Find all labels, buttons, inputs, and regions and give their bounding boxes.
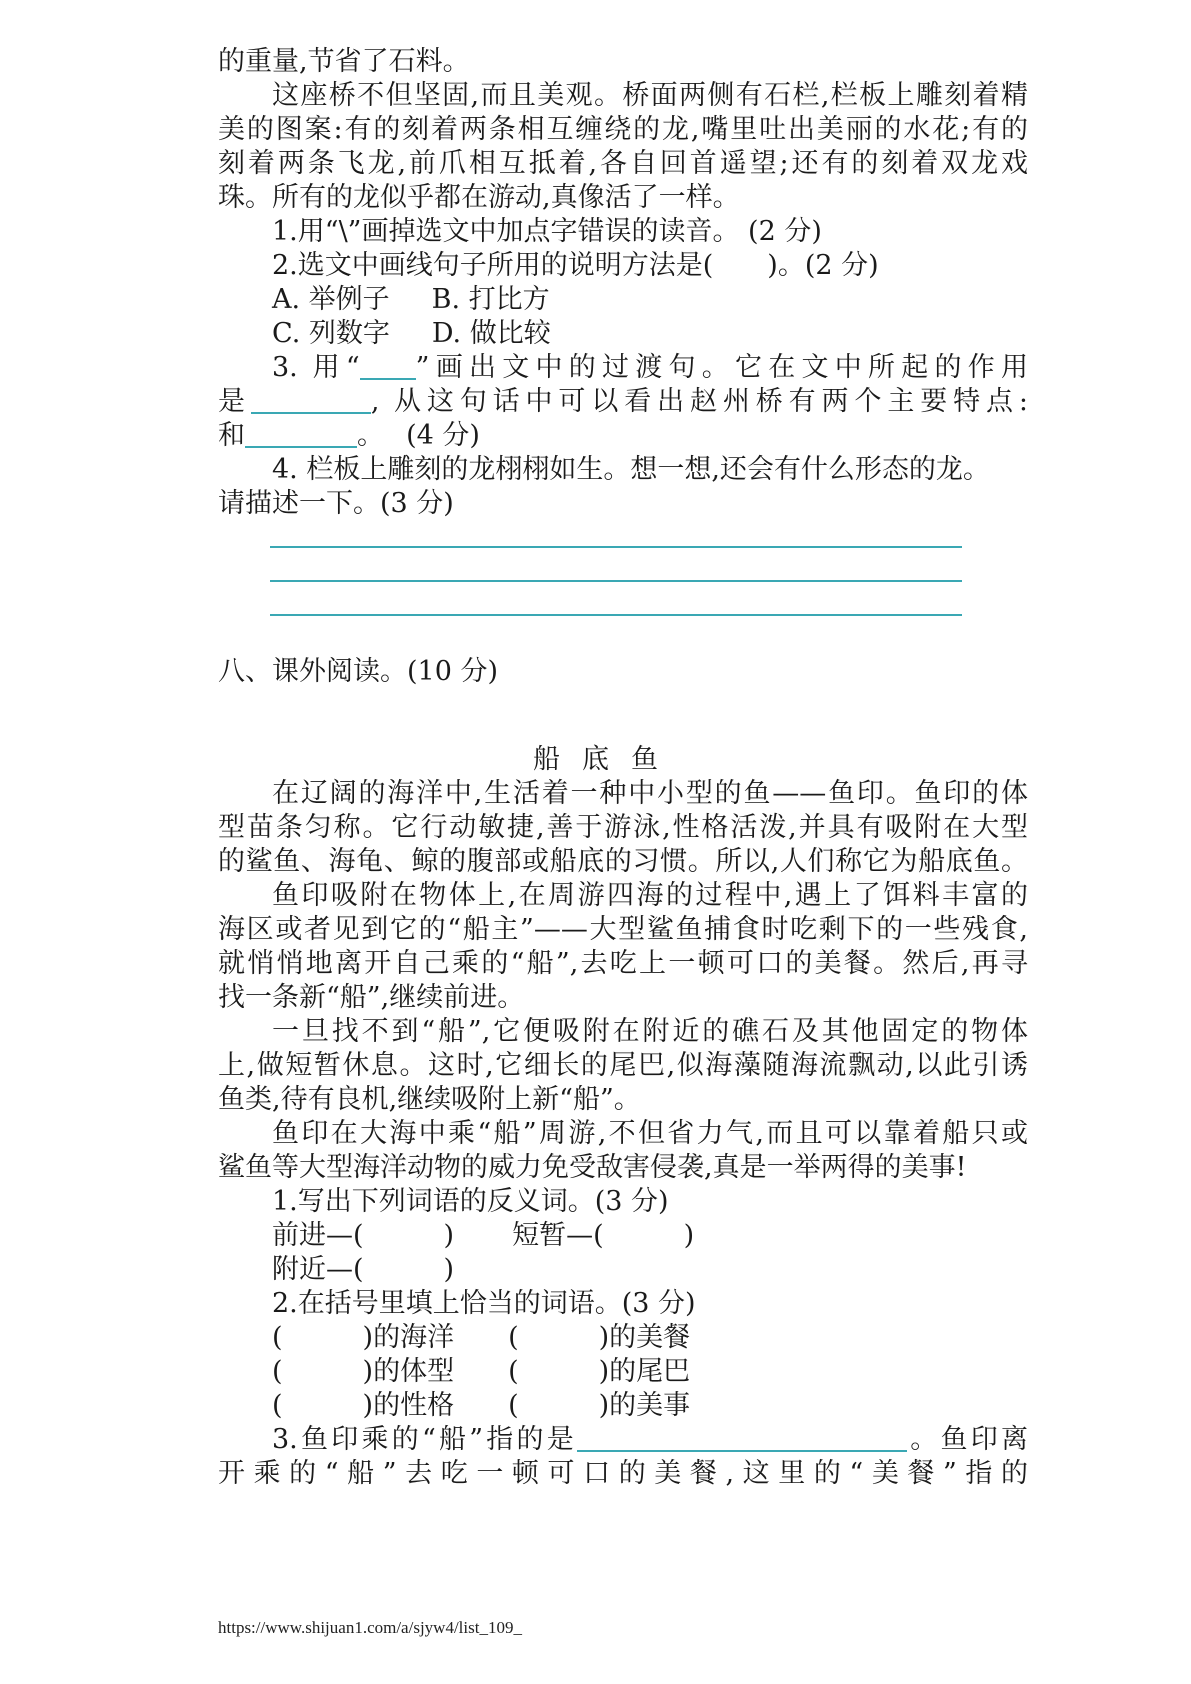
question-1: 1.用“\”画掉选文中加点字错误的读音。 (2 分) [272,216,822,247]
answer-line[interactable] [270,580,962,582]
answer-line[interactable] [270,614,962,616]
section-heading: 八、课外阅读。(10 分) [218,656,499,687]
question-3-text: 和 [218,420,245,451]
question-4-line-2: 请描述一下。(3 分) [218,488,454,519]
question-3-text: 。鱼印离 [907,1424,1028,1455]
question-2: 2.选文中画线句子所用的说明方法是( )。(2 分) [272,250,879,281]
fill-phrase: )的体型 [362,1356,455,1387]
question-3-text: 3.鱼印乘的“船”指的是 [272,1424,578,1455]
paren-open: ( [508,1322,519,1353]
fill-phrase: )的美事 [598,1390,691,1421]
answer-blank[interactable] [360,352,416,380]
question-3-text: ”画出文中的过渡句。它在文中所起的作用 [415,352,1028,383]
section8-question-1: 1.写出下列词语的反义词。(3 分) [272,1186,669,1217]
fill-row [272,1355,1028,1389]
passage-line: 珠。所有的龙似乎都在游动,真像活了一样。 [218,182,740,213]
passage-line: 找一条新“船”,继续前进。 [218,982,525,1013]
question-3-line-1 [272,351,1028,385]
fill-row [272,1389,1028,1423]
passage-line: 这座桥不但坚固,而且美观。桥面两侧有石栏,栏板上雕刻着精 [272,80,1028,111]
antonym-row-1 [272,1219,1028,1253]
passage-line: 就悄悄地离开自己乘的“船”,去吃上一顿可口的美餐。然后,再寻 [218,948,1028,979]
question-3-line-3 [218,419,1028,453]
fill-phrase: )的海洋 [362,1322,455,1353]
option-d[interactable]: D. 做比较 [431,318,551,349]
passage-line: 上,做短暂休息。这时,它细长的尾巴,似海藻随海流飘动,以此引诱 [218,1050,1028,1081]
paren-open: ( [272,1390,283,1421]
passage-line: 美的图案:有的刻着两条相互缠绕的龙,嘴里吐出美丽的水花;有的 [218,114,1028,145]
passage-line: 鱼印在大海中乘“船”周游,不但省力气,而且可以靠着船只或 [272,1118,1028,1149]
passage-line: 刻着两条飞龙,前爪相互抵着,各自回首遥望;还有的刻着双龙戏 [218,148,1028,179]
antonym-row-2 [272,1253,1028,1287]
passage-line: 型苗条匀称。它行动敏捷,善于游泳,性格活泼,并具有吸附在大型 [218,812,1028,843]
passage-line: 鲨鱼等大型海洋动物的威力免受敌害侵袭,真是一举两得的美事! [218,1152,967,1183]
antonym-close: ) [443,1254,455,1285]
option-a[interactable]: A. 举例子 [272,284,390,315]
passage-line: 在辽阔的海洋中,生活着一种中小型的鱼——鱼印。鱼印的体 [272,778,1028,809]
section8-question-3-line-1 [272,1423,1028,1457]
fill-phrase: )的性格 [362,1390,455,1421]
passage-line: 鱼印吸附在物体上,在周游四海的过程中,遇上了饵料丰富的 [272,880,1028,911]
section8-question-3-line-2: 开乘的“船”去吃一顿可口的美餐,这里的“美餐”指的 [218,1458,1028,1489]
antonym-prompt: 短暂—( [512,1220,604,1251]
passage-title: 船底鱼 [533,744,680,775]
answer-line[interactable] [270,546,962,548]
question-4-line-1: 4. 栏板上雕刻的龙栩栩如生。想一想,还会有什么形态的龙。 [272,454,990,485]
question-3-text: 。 (4 分) [357,420,480,451]
paren-open: ( [508,1390,519,1421]
footer-url[interactable]: https://www.shijuan1.com/a/sjyw4/list_109_ [218,1618,522,1637]
fill-row [272,1321,1028,1355]
paren-open: ( [272,1356,283,1387]
options-row-2 [272,317,1028,351]
options-row-1 [272,283,1028,317]
antonym-prompt: 附近—( [272,1254,364,1285]
passage-line: 一旦找不到“船”,它便吸附在附近的礁石及其他固定的物体 [272,1016,1028,1047]
option-b[interactable]: B. 打比方 [431,284,550,315]
passage-line: 的鲨鱼、海龟、鲸的腹部或船底的习惯。所以,人们称它为船底鱼。 [218,846,1028,877]
fill-phrase: )的美餐 [598,1322,691,1353]
passage-line: 海区或者见到它的“船主”——大型鲨鱼捕食时吃剩下的一些残食, [218,914,1028,945]
fill-phrase: )的尾巴 [598,1356,691,1387]
section8-question-2: 2.在括号里填上恰当的词语。(3 分) [272,1288,696,1319]
question-3-line-2 [218,385,1028,419]
question-3-text: 是 [218,386,251,417]
antonym-prompt: 前进—( [272,1220,364,1251]
answer-blank[interactable] [577,1424,907,1452]
passage-line: 鱼类,待有良机,继续吸附上新“船”。 [218,1084,641,1115]
answer-blank[interactable] [245,420,357,448]
antonym-close: ) [683,1220,695,1251]
paren-open: ( [272,1322,283,1353]
option-c[interactable]: C. 列数字 [272,318,390,349]
paren-open: ( [508,1356,519,1387]
answer-blank[interactable] [251,386,371,414]
question-3-text: , 从这句话中可以看出赵州桥有两个主要特点: [370,386,1029,417]
antonym-close: ) [443,1220,455,1251]
passage-line: 的重量,节省了石料。 [218,46,470,77]
question-3-text: 3. 用“ [272,352,360,383]
